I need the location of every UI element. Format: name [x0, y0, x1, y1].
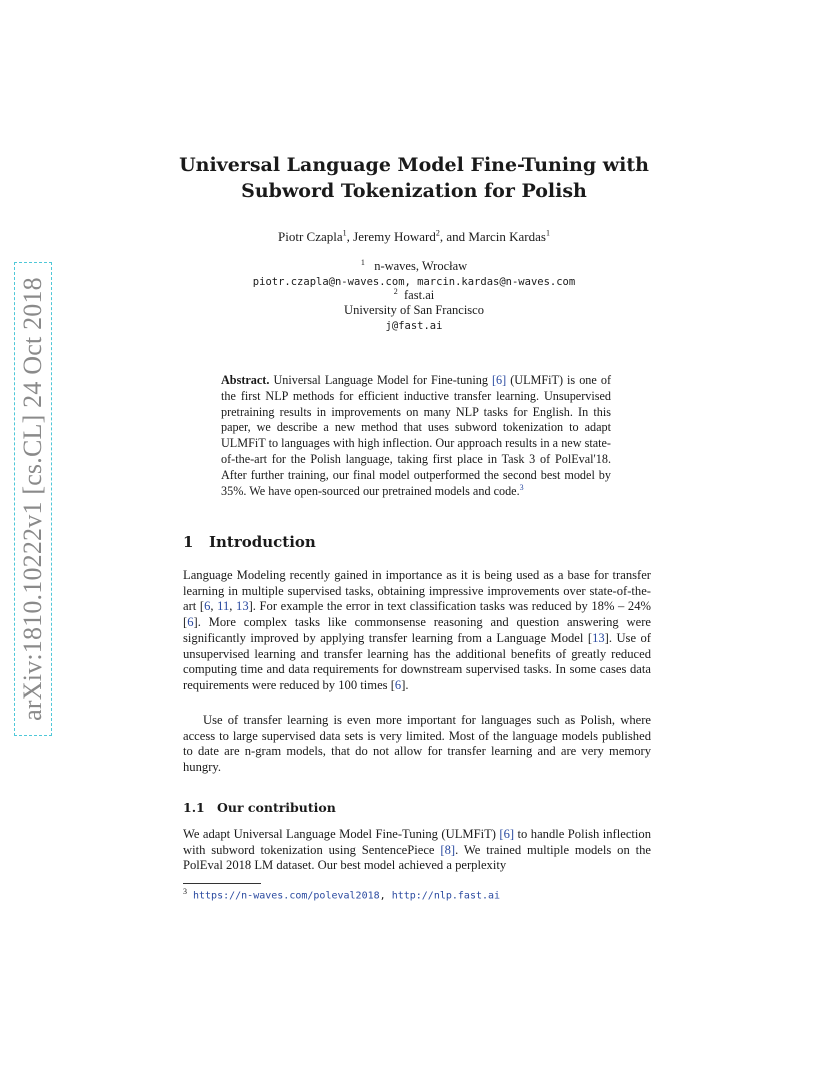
subsection-title: Our contribution	[217, 800, 336, 815]
footnote-marker: 3	[183, 887, 187, 896]
footnote-separator: ,	[379, 890, 392, 902]
affiliation-marker: 1	[360, 257, 365, 267]
citation-link[interactable]: [6]	[491, 373, 507, 387]
affiliation-name: n-waves, Wrocław	[374, 259, 468, 273]
body-text: ].	[401, 677, 409, 692]
footnote-3	[183, 887, 500, 901]
citation-link[interactable]: 13	[592, 630, 605, 645]
abstract	[221, 373, 611, 499]
body-text: ]. More complex tasks like commonsense reasoning and question answering were significantly improved by applying transfer learning from a Language Model [	[183, 615, 651, 645]
affiliation-2	[0, 288, 828, 303]
citation-link[interactable]: 6	[187, 615, 194, 630]
citation-link[interactable]: 13	[236, 599, 249, 614]
body-text: ,	[210, 599, 218, 614]
abstract-text: Universal Language Model for Fine-tuning	[269, 373, 492, 387]
author-list	[0, 229, 828, 245]
affiliation-marker: 1	[342, 228, 347, 238]
body-text: We adapt Universal Language Model Fine-Tuning (ULMFiT)	[183, 827, 500, 841]
contribution-paragraph	[183, 827, 651, 874]
abstract-text: (ULMFiT) is one of the first NLP methods for efficient inductive transfer learning. Unsupervised pretraining results in improvements on many NLP tasks for English. In this paper, we describe a new method that uses subword tokenization to adapt ULMFiT to languages with high inflection. Our approach results in a new state-of-the-art for the Polish language, taking first place in Task 3 of PolEval'18. After further training, our final model outperformed the second best model by 35%. We have open-sourced our pretrained models and code.	[221, 373, 611, 498]
body-text: ,	[229, 599, 237, 614]
affiliation-2-email[interactable]: j@fast.ai	[385, 320, 443, 332]
title-line-1: Universal Language Model Fine-Tuning with	[179, 154, 649, 176]
author-separator: ,	[346, 229, 354, 244]
body-text: to handle Polish inflection with subword tokenization using SentencePiece	[183, 827, 652, 857]
affiliation-marker: 2	[435, 228, 440, 238]
footnote-link-fastai[interactable]: http://nlp.fast.ai	[391, 890, 501, 902]
arxiv-stamp[interactable]	[14, 262, 52, 736]
section-number: 1	[183, 533, 194, 551]
body-text: ]. For example the error in text classification tasks was reduced by 18% – 24% [	[183, 599, 652, 630]
footnote-link-poleval[interactable]: https://n-waves.com/poleval2018	[193, 890, 380, 902]
intro-paragraph-2: Use of transfer learning is even more important for languages such as Polish, where access to large supervised data sets is very limited. Most of the language models published to date are n-gram models, that do not allow for transfer learning and are very memory hungry.	[183, 713, 651, 775]
author-name: Marcin Kardas	[468, 229, 546, 244]
section-heading-introduction	[183, 533, 316, 551]
author-separator: , and	[439, 229, 469, 244]
footnote-rule	[183, 883, 261, 884]
title-line-2: Subword Tokenization for Polish	[241, 180, 587, 202]
citation-link[interactable]: 6	[394, 677, 402, 692]
body-text: . We trained multiple models on the PolEval 2018 LM dataset. Our best model achieved a perplexity	[183, 842, 652, 873]
subsection-number: 1.1	[183, 800, 205, 815]
citation-link[interactable]: 11	[217, 599, 230, 614]
paper-title	[0, 152, 828, 204]
author-name: Jeremy Howard	[353, 229, 436, 244]
section-title: Introduction	[209, 533, 316, 551]
affiliation-name: fast.ai	[404, 288, 435, 302]
citation-link[interactable]: 6	[204, 599, 211, 614]
intro-paragraph-1	[183, 568, 651, 694]
footnote-marker[interactable]: 3	[519, 482, 524, 492]
abstract-label: Abstract.	[221, 373, 270, 387]
subsection-heading-contribution	[183, 800, 336, 815]
citation-link[interactable]: [8]	[440, 842, 456, 857]
citation-link[interactable]: [6]	[499, 827, 515, 841]
affiliation-1-emails[interactable]: piotr.czapla@n-waves.com, marcin.kardas@n-waves.com	[252, 276, 576, 288]
body-text: ]. Use of unsupervised learning and transfer learning has the additional benefits of greatly reduced computing time and data requirements for downstream supervised tasks. In some cases data requirements were reduced by 100 times [	[183, 630, 652, 692]
body-text: Language Modeling recently gained in importance as it is being used as a base for transfer learning in multiple supervised tasks, obtaining impressive improvements over state-of-the-art [	[183, 568, 651, 614]
affiliation-1	[0, 259, 828, 274]
affiliation-marker: 1	[545, 228, 550, 238]
arxiv-stamp-text: arXiv:1810.10222v1 [cs.CL] 24 Oct 2018	[18, 277, 47, 721]
affiliation-2-university: University of San Francisco	[344, 303, 484, 317]
affiliation-marker: 2	[393, 286, 398, 296]
author-name: Piotr Czapla	[278, 229, 343, 244]
